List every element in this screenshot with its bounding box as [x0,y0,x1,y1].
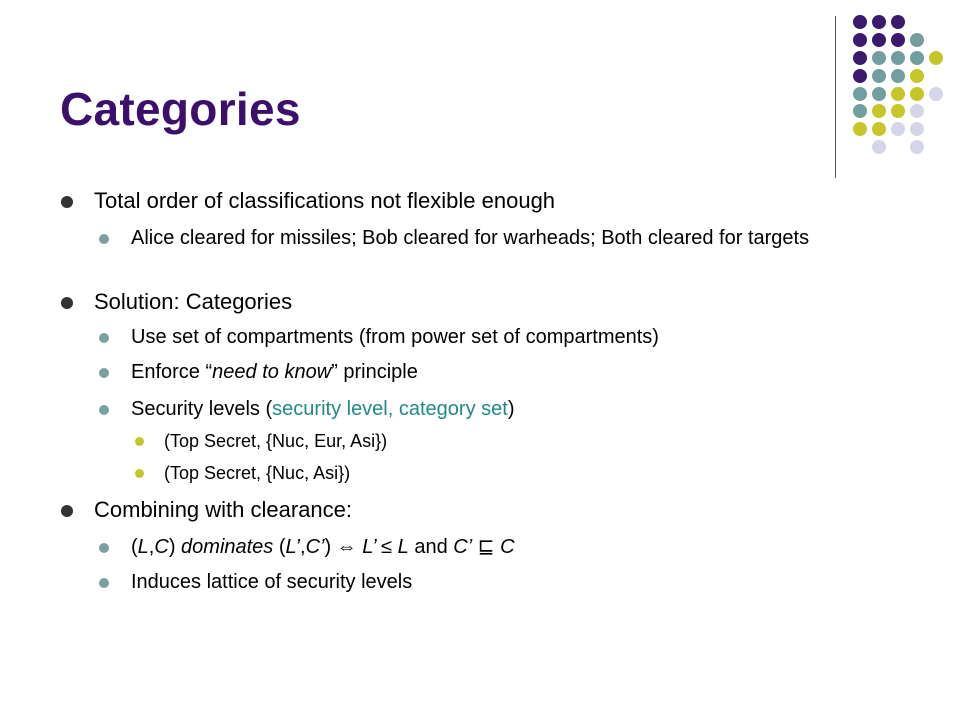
slide-title: Categories [60,83,301,135]
bullet-marker [99,405,109,415]
text-run: Enforce “ [131,361,213,383]
bullet-marker [99,333,109,343]
bullet-item [131,570,412,595]
bullet-text: (Top Secret, {Nuc, Eur, Asi}) [164,431,388,451]
math-var: L’ [285,536,300,558]
bullet-marker [99,578,109,588]
math-expression: L’ ≤ L [362,536,409,558]
bullet-item [94,496,352,524]
bullet-marker [61,297,73,309]
bullet-text [131,535,515,560]
math-var: C’ [305,536,325,558]
bullet-marker [99,543,109,553]
bullet-marker [99,368,109,378]
text-run: , [300,536,306,558]
text-run: ) [168,536,182,558]
text-run: ) [507,398,515,420]
bullet-item [164,462,350,484]
bullet-marker [99,234,109,244]
bullet-marker [61,196,73,208]
text-run: and [408,536,454,558]
text-run: ( [273,536,286,558]
text-run: , [148,536,155,558]
bullet-item [131,325,659,350]
math-var: C [500,536,515,558]
bullet-text [131,397,514,422]
bullet-item [94,187,555,215]
bullet-marker [135,469,144,478]
emphasis-text: dominates [181,536,274,558]
bullet-text: Induces lattice of security levels [131,571,413,593]
text-run: ( [131,536,138,558]
bullet-text: Alice cleared for missiles; Bob cleared for warheads; Both cleared for targets [131,227,810,249]
highlight-text: security level, category set [272,398,508,420]
bullet-text: Solution: Categories [94,289,293,314]
emphasis-text: need to know [212,361,332,383]
bullet-text: Combining with clearance: [94,497,353,522]
math-var: C [154,536,169,558]
text-run: Security levels ( [131,398,273,420]
bullet-item [131,535,515,560]
bullet-text [131,360,418,385]
text-run: ) ⇔ [324,536,363,558]
bullet-text: Use set of compartments (from power set of compartments) [131,326,659,348]
math-operator: ⊑ [472,536,501,558]
bullet-marker [135,437,144,446]
bullet-text: (Top Secret, {Nuc, Asi}) [164,463,351,483]
bullet-item [131,226,821,251]
text-run: ” principle [331,361,418,383]
bullet-text: Total order of classifications not flexible enough [94,188,556,213]
bullet-item [131,397,514,422]
bullet-item [164,430,387,452]
math-var: L [137,536,149,558]
bullet-marker [61,505,73,517]
bullet-item [94,288,292,316]
bullet-item [131,360,418,385]
math-var: C’ [453,536,473,558]
